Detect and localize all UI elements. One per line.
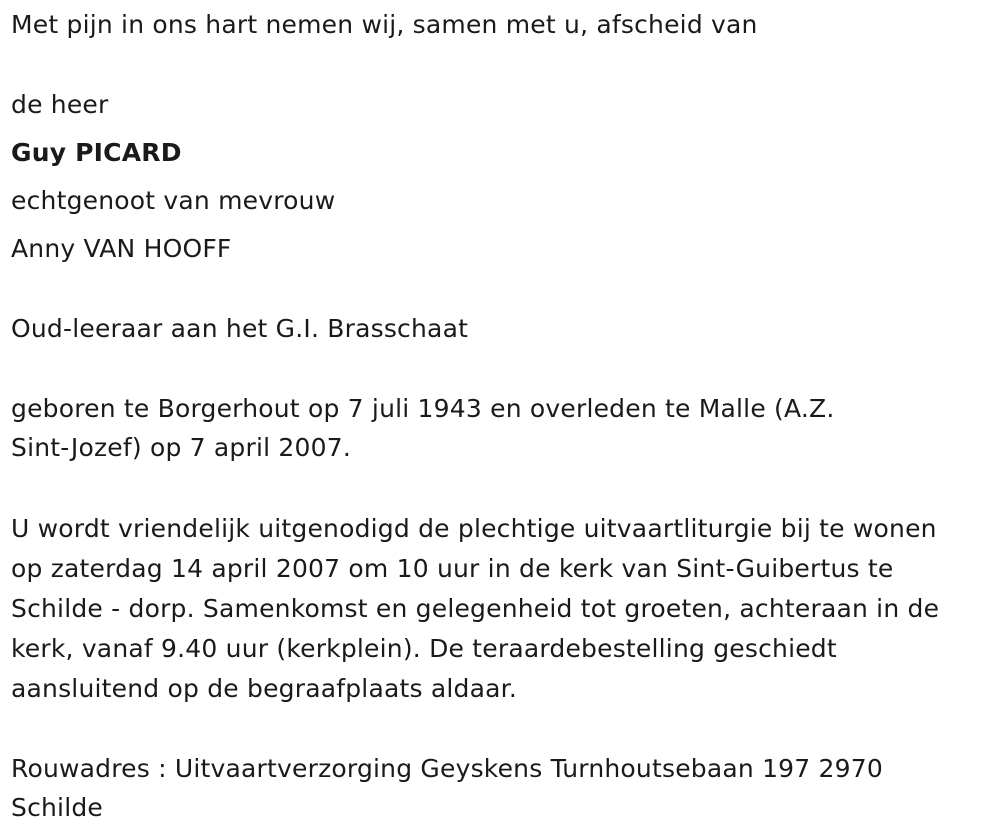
occupation-text: Oud-leeraar aan het G.I. Brasschaat — [11, 314, 469, 343]
spouse-name: Anny VAN HOOFF — [11, 234, 232, 263]
relation-text: echtgenoot van mevrouw — [11, 186, 336, 215]
invitation-line: kerk, vanaf 9.40 uur (kerkplein). De teraardebestelling geschiedt — [11, 634, 837, 663]
deceased-name: Guy PICARD — [11, 138, 182, 167]
invitation-line: aansluitend op de begraafplaats aldaar. — [11, 674, 517, 703]
invitation-line: Schilde - dorp. Samenkomst en gelegenheid tot groeten, achteraan in de — [11, 594, 940, 623]
address-line: Schilde — [11, 793, 104, 822]
invitation-line: U wordt vriendelijk uitgenodigd de plechtige uitvaartliturgie bij te wonen — [11, 514, 937, 543]
birth-death-line: geboren te Borgerhout op 7 juli 1943 en overleden te Malle (A.Z. — [11, 394, 835, 423]
intro-text: Met pijn in ons hart nemen wij, samen met u, afscheid van — [11, 10, 758, 39]
honorific: de heer — [11, 90, 109, 119]
birth-death-line: Sint-Jozef) op 7 april 2007. — [11, 433, 351, 462]
invitation-line: op zaterdag 14 april 2007 om 10 uur in de kerk van Sint-Guibertus te — [11, 554, 894, 583]
address-line: Rouwadres : Uitvaartverzorging Geyskens Turnhoutsebaan 197 2970 — [11, 754, 883, 783]
